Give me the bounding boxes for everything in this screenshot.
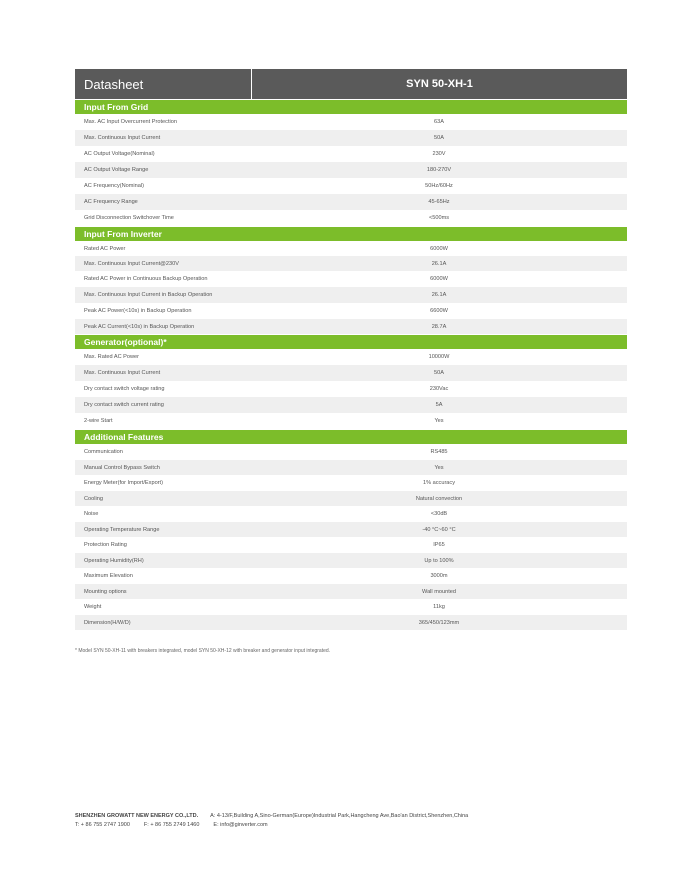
spec-row [75,599,627,615]
spec-label: Noise [84,511,99,517]
spec-label: Dry contact switch current rating [84,402,164,408]
company-name: SHENZHEN GROWATT NEW ENERGY CO.,LTD. [75,813,199,819]
spec-label: Communication [84,449,123,455]
spec-row [75,241,627,256]
spec-label: AC Output Voltage Range [84,167,149,173]
spec-value: 45-65Hz [428,199,450,205]
spec-label: Energy Meter(for Import/Export) [84,480,163,486]
spec-row [75,381,627,397]
spec-row [75,130,627,146]
spec-label: Max. Continuous Input Current@230V [84,260,179,267]
spec-value: 6000W [430,276,448,282]
spec-row [75,444,627,460]
spec-label: Manual Control Bypass Switch [84,464,160,471]
section-header: Additional Features [75,430,627,444]
spec-row [75,491,627,506]
spec-value: 26.1A [431,260,447,267]
spec-label: Dry contact switch voltage rating [84,386,165,392]
spec-value: <500ms [428,215,450,221]
spec-row [75,303,627,319]
company-address: A: 4-13/F,Building A,Sino-German(Europe)Industrial Park,Hangcheng Ave,Bao'an District,Shenzhen,China [210,813,469,819]
spec-value: 365/450/123mm [418,619,460,626]
spec-row [75,615,627,630]
footer-line-2 [75,822,268,828]
spec-value: IP65 [433,542,445,548]
spec-label: Dimension(H/W/D) [84,619,131,626]
spec-row [75,349,627,365]
spec-value: <30dB [430,511,448,517]
spec-value: Yes [434,418,444,424]
spec-label: Peak AC Power(<10s) in Backup Operation [84,308,192,314]
spec-value: 26.1A [431,292,447,298]
spec-row [75,568,627,584]
spec-label: Max. Continuous Input Current in Backup Operation [84,292,213,298]
spec-row [75,256,627,271]
model-name: SYN 50-XH-1 [252,69,627,99]
spec-value: 230Vac [429,386,449,392]
spec-value: RS485 [430,449,448,455]
datasheet-table [75,69,627,630]
section-header: Input From Grid [75,100,627,114]
spec-value: 50A [434,370,444,376]
spec-value: Wall mounted [422,588,456,595]
spec-row [75,210,627,226]
spec-label: Max. AC Input Overcurrent Protection [84,119,177,125]
spec-label: Rated AC Power in Continuous Backup Operation [84,276,208,282]
spec-value: 180-270V [426,167,452,173]
footnote: * Model SYN 50-XH-11 with breakers integrated, model SYN 50-XH-12 with breaker and generator input integrated. [75,648,331,654]
spec-value: 28.7A [431,323,447,330]
section-header: Input From Inverter [75,227,627,241]
spec-row [75,397,627,413]
spec-row [75,287,627,303]
spec-row [75,365,627,381]
table-header [75,69,627,99]
email: E: info@ginverter.com [213,822,268,828]
spec-value: 11kg [433,604,445,610]
spec-label: Weight [84,604,102,610]
spec-label: AC Frequency Range [84,199,138,205]
spec-label: Grid Disconnection Switchover Time [84,215,174,221]
spec-row [75,194,627,210]
spec-label: Rated AC Power [84,245,126,252]
spec-label: AC Output Voltage(Nominal) [84,151,155,157]
spec-label: Max. Continuous Input Current [84,135,161,141]
spec-row [75,114,627,130]
spec-label: AC Frequency(Nominal) [84,183,144,189]
spec-row [75,522,627,537]
spec-label: Maximum Elevation [84,573,133,579]
spec-value: Yes [434,464,444,471]
spec-value: 3000m [430,573,448,579]
spec-row [75,271,627,287]
spec-value: 5A [435,402,443,408]
header-title: Datasheet [75,69,251,99]
spec-value: 1% accuracy [422,480,456,486]
spec-label: Protection Rating [84,542,127,548]
spec-label: Max. Continuous Input Current [84,370,161,376]
spec-row [75,162,627,178]
spec-label: Cooling [84,495,103,502]
spec-value: Natural convection [415,495,463,502]
spec-row [75,178,627,194]
spec-row [75,146,627,162]
spec-label: Operating Humidity(RH) [84,557,144,564]
spec-value: Up to 100% [424,557,454,564]
spec-value: 6000W [430,245,448,252]
spec-value: 63A [434,119,444,125]
spec-label: Operating Temperature Range [84,526,160,533]
spec-value: 230V [432,151,446,157]
spec-row [75,460,627,475]
spec-row [75,553,627,568]
spec-row [75,475,627,491]
spec-row [75,506,627,522]
footer-line-1 [75,813,468,819]
spec-row [75,537,627,553]
spec-sections [75,100,627,630]
spec-row [75,584,627,599]
spec-row [75,319,627,334]
phone: T: + 86 755 2747 1900 [75,822,130,828]
spec-label: Max. Rated AC Power [84,354,140,360]
spec-value: 10000W [428,354,450,360]
spec-value: 50A [434,135,444,141]
spec-value: 50Hz/60Hz [425,183,453,189]
spec-row [75,413,627,429]
section-header: Generator(optional)* [75,335,627,349]
spec-label: Mounting options [84,588,127,595]
fax: F: + 86 755 2749 1460 [143,822,200,828]
spec-value: 6600W [430,308,448,314]
spec-label: Peak AC Current(<10s) in Backup Operation [84,323,195,330]
spec-label: 2-wire Start [84,418,113,424]
spec-value: -40 °C~60 °C [422,526,456,533]
